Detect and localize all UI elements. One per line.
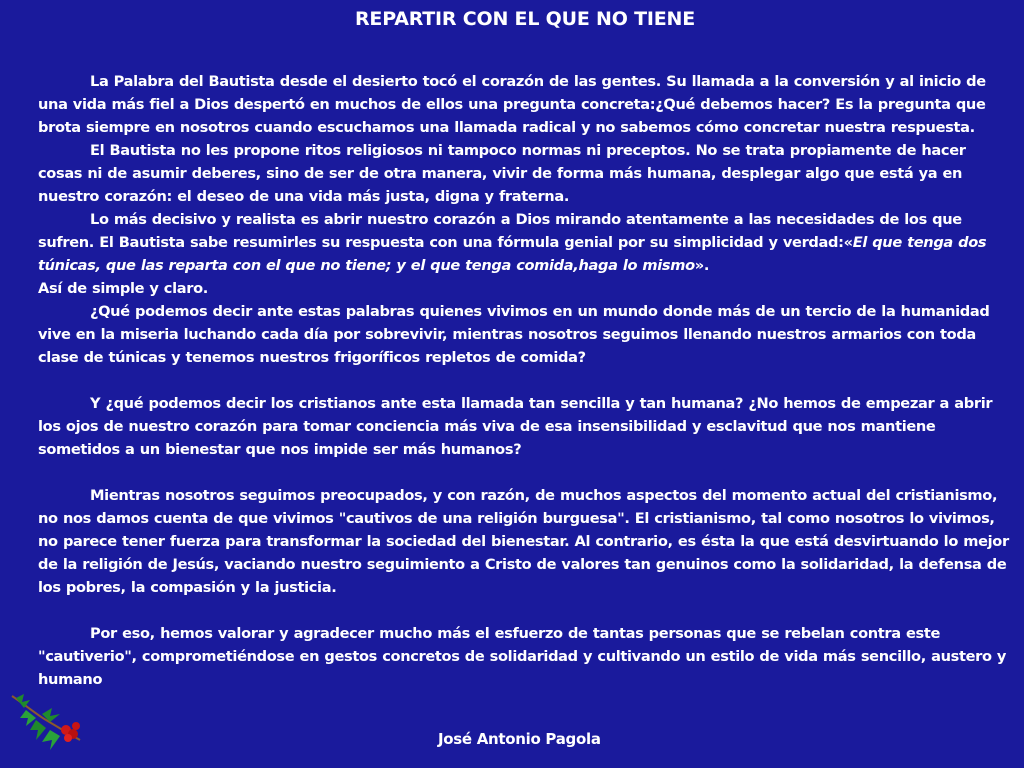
paragraph-2: El Bautista no les propone ritos religiosos ni tampoco normas ni preceptos. No se trata propiamente de hacer cosas ni de asumir deberes, sino de ser de otra manera, vivir de forma más humana, desplegar algo que está ya en nuestro corazón: el deseo de una vida más justa, digna y fraterna. [38, 142, 966, 205]
paragraph-8: Por eso, hemos valorar y agradecer mucho más el esfuerzo de tantas personas que se rebelan contra este "cautiverio", comprometiéndose en gestos concretos de solidaridad y cultivando un estilo de vida más sencillo, austero y humano [38, 625, 1007, 688]
paragraph-3-end: ». [694, 257, 710, 274]
holly-berry [64, 734, 72, 742]
gospel-quote: El que tenga dos túnicas, que las reparta con el que no tiene; y el que tenga comida,haga lo mismo [38, 234, 987, 274]
page-title: REPARTIR CON EL QUE NO TIENE [355, 8, 695, 30]
holly-branch-icon [6, 690, 86, 752]
paragraph-spacer [38, 461, 1010, 484]
paragraph-6: Y ¿qué podemos decir los cristianos ante esta llamada tan sencilla y tan humana? ¿No hemos de empezar a abrir los ojos de nuestro corazón para tomar conciencia más viva de esa insensibilidad y esclavitud que nos mantiene sometidos a un bienestar que nos impide ser más humanos? [38, 395, 993, 458]
holly-leaf [30, 720, 46, 740]
author-signature: José Antonio Pagola [438, 730, 601, 748]
holly-berry [72, 722, 80, 730]
document-body [38, 70, 1010, 691]
paragraph-5: ¿Qué podemos decir ante estas palabras quienes vivimos en un mundo donde más de un tercio de la humanidad vive en la miseria luchando cada día por sobrevivir, mientras nosotros seguimos llenando nuestros armarios con toda clase de túnicas y tenemos nuestros frigoríficos repletos de comida? [38, 303, 990, 366]
paragraph-spacer [38, 599, 1010, 622]
paragraph-7: Mientras nosotros seguimos preocupados, y con razón, de muchos aspectos del momento actual del cristianismo, no nos damos cuenta de que vivimos "cautivos de una religión burguesa". El cristianismo, tal como nosotros lo vivimos, no parece tener fuerza para transformar la sociedad del bienestar. Al contrario, es ésta la que está desvirtuando lo mejor de la religión de Jesús, vaciando nuestro seguimiento a Cristo de valores tan genuinos como la solidaridad, la defensa de los pobres, la compasión y la justicia. [38, 487, 1009, 596]
paragraph-1: La Palabra del Bautista desde el desierto tocó el corazón de las gentes. Su llamada a la conversión y al inicio de una vida más fiel a Dios despertó en muchos de ellos una pregunta concreta:¿Qué debemos hacer? Es la pregunta que brota siempre en nosotros cuando escuchamos una llamada radical y no sabemos cómo concretar nuestra respuesta. [38, 73, 986, 136]
paragraph-spacer [38, 369, 1010, 392]
paragraph-3-start: Lo más decisivo y realista es abrir nuestro corazón a Dios mirando atentamente a las necesidades de los que sufren. El Bautista sabe resumirles su respuesta con una fórmula genial por su simplicidad y verdad:« [38, 211, 962, 251]
paragraph-3 [38, 208, 1010, 277]
holly-leaf [42, 730, 60, 750]
paragraph-4: Así de simple y claro. [38, 280, 208, 297]
